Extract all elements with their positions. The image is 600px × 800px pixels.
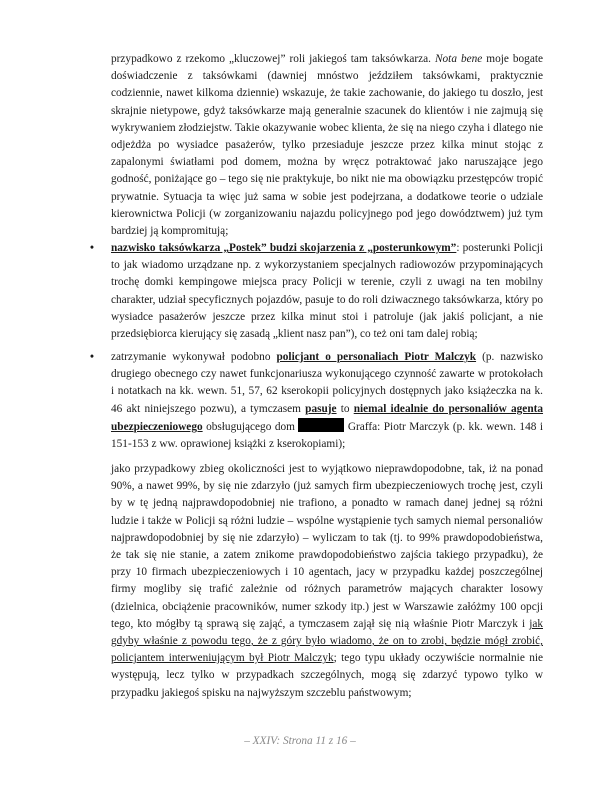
bullet-icon: • [90, 351, 94, 363]
bullet-icon: • [90, 242, 94, 254]
paragraph-text: (p. nazwisko drugiego obecnego czy nawet funkcjonariusza wykonującego czynność zawarte w protokołach i notatkach na kk. wewn. 51, 57, 62 kserokopii policyjnych dostępnych jako książeczka na k. 46 akt niniejszego pozwu), a tymczasem [111, 351, 543, 415]
emphasis-text: pasuje [305, 402, 337, 415]
paragraph-taxi-behavior [111, 51, 543, 240]
emphasis-text: niemal idealnie do personaliów agenta ubezpieczeniowego [111, 402, 544, 433]
page-footer: – XXIV: Strona 11 z 16 – [244, 735, 356, 747]
paragraph-text: zatrzymanie wykonywał podobno [111, 351, 277, 363]
paragraph-text: ; tego typu układy oczywiście normalnie nie występują, lecz tylko w przypadkach szczególnych, mogą się zdarzyć typowo tylko w przypadku jakiegoś spisku na najwyższym szczeblu państwowym; [111, 652, 544, 699]
list-item-text [111, 349, 543, 453]
emphasis-text: policjant o personaliach Piotr Malczyk [276, 351, 477, 363]
paragraph-text: Graffa: Piotr Marczyk (p. kk. wewn. 148 i 151-153 z ww. oprawionej książki z kserokopiami); [111, 420, 543, 451]
underlined-text: jak gdyby właśnie z powodu tego, że z góry było wiadomo, że on to zrobi, będzie mógł zrobić, policjantem interweniującym był Piotr Malczyk [111, 617, 543, 665]
paragraph-text: przypadkowo z rzekomo „kluczowej” roli jakiegoś tam taksówkarza. [111, 53, 435, 65]
paragraph-text: : posterunki Policji to jak wiadomo urządzane np. z wykorzystaniem specjalnych radiowozów przypominających trochę domki kempingowe miejsca pracy Policji w terenie, czyli z uwagi na ten mobilny charakter, udział specyficznych pojazdów, pasuje to do roli dziwacznego taksówkarza, który po wysiadce pasażerów jeszcze przez kilka minut stoi i patroluje (jak jakiś policjant, a nie przedsiębiorca kierujący się zasadą „klient nasz pan”), co też oni tam dalej robią; [111, 242, 543, 341]
paragraph-text: moje bogate doświadczenie z taksówkami (dawniej mnóstwo jeździłem taksówkami, praktycznie codziennie, nawet kilkoma dziennie) wskazuje, że takie zachowanie, do jakiego tu doszło, jest skrajnie nietypowe, gdyż taksówkarze mają generalnie szacunek do klientów i nie zajmują się wykrywaniem złodziejstw. Takie okazywanie wobec klienta, że się na niego czyha i dlatego nie odjeżdża po wysiadce pasażerów, tylko przesiaduje jeszcze przez kilka minut stojąc z zapalonymi światłami pod domem, można by wręcz potraktować jako naruszające jego godność, poniżające go – tego się nie praktykuje, bo nikt nie ma obowiązku przestępców tropić prywatnie. Sytuacja ta więc już sama w sobie jest podejrzana, a dodatkowe teorie o udziale kierownictwa Policji (w zorganizowaniu najazdu policyjnego pod jego dowództwem) już tym bardziej ją kompromitują; [111, 53, 543, 238]
paragraph-text: jako przypadkowy zbieg okoliczności jest to wyjątkowo nieprawdopodobne, tak, iż na ponad 90%, a nawet 99%, by się nie zdarzyło (już samych firm ubezpieczeniowych trochę jest, czyli by w tę jedną najprawdopodobniej nie trafiono, a ponadto w ramach danej jednej są różni ludzie i także w Policji są różni ludzie – wspólne wystąpienie tych samych niemal personaliów najprawdopodobniej by się nie zdarzyło) – wyliczam to tak (tj. to 99% prawdopodobieństwa, że tak się nie stanie, a zatem znikome prawdopodobieństwo zajścia takiego przypadku), że przy 10 firmach ubezpieczeniowych i 10 agentach, jacy w przypadku każdej poszczególnej firmy mogliby się trafić zależnie od różnych parametrów mających charakter losowy (dzielnica, obciążenie pracowników, numer szkody itp.) jest w Warszawie załóżmy 100 opcji tego, kto mógłby tą sprawą się zająć, a tymczasem zajął się nią właśnie Piotr Marczyk i [111, 463, 543, 630]
paragraph-probability [111, 461, 543, 702]
paragraph-text: to [336, 402, 354, 415]
list-item-text [111, 240, 543, 343]
emphasis-text: nazwisko taksówkarza „Postek” budzi skojarzenia z „posterunkowym” [111, 242, 457, 254]
redaction-box [298, 418, 344, 432]
nota-bene-italic: Nota bene [435, 53, 483, 65]
paragraph-text: obsługującego dom [202, 420, 299, 433]
